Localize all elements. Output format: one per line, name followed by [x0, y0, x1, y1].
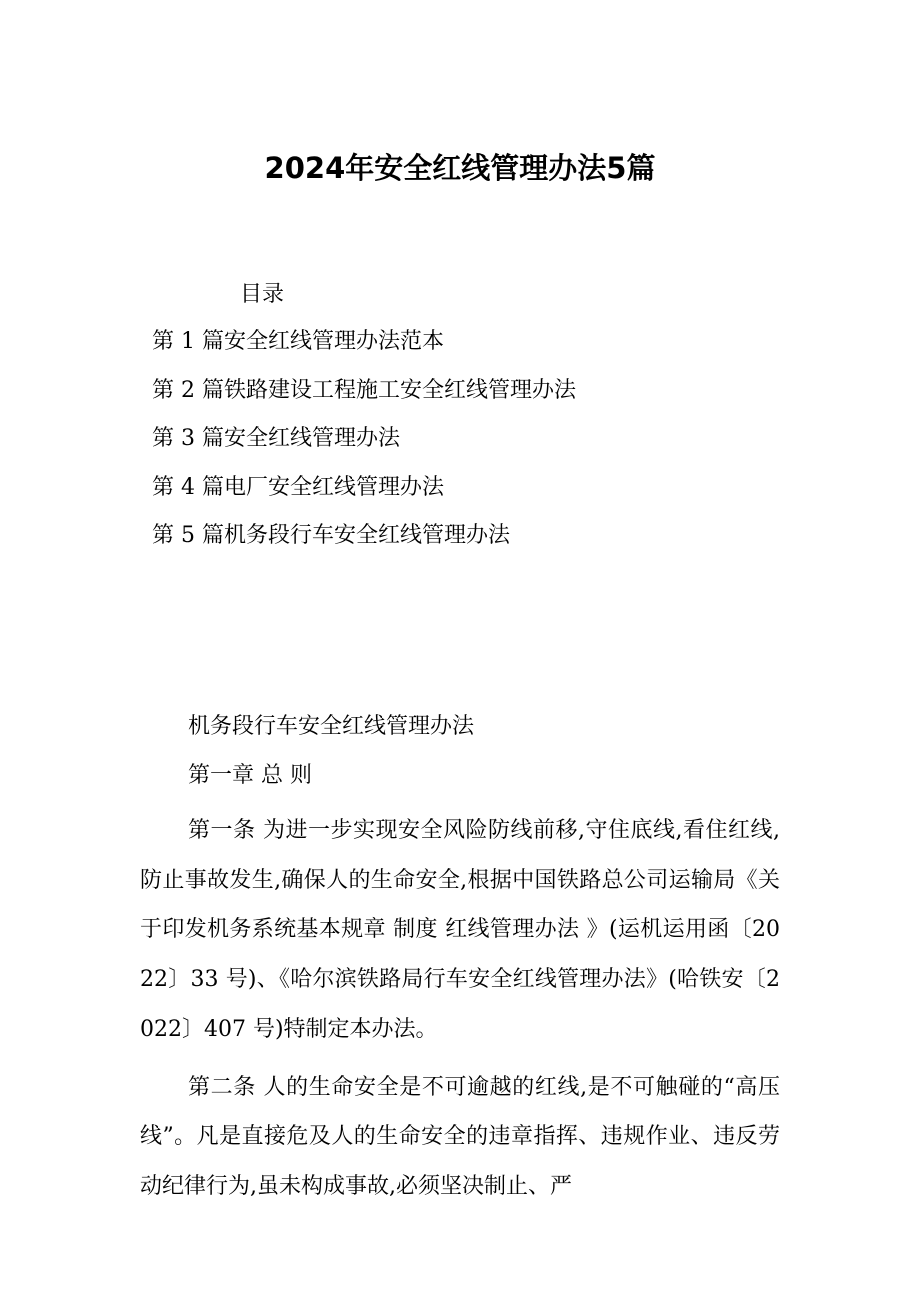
document-body	[140, 708, 780, 1212]
toc-item-4[interactable]: 第 4 篇电厂安全红线管理办法	[152, 474, 444, 500]
section-title: 机务段行车安全红线管理办法	[188, 714, 475, 739]
chapter-heading: 第一章 总 则	[188, 763, 312, 788]
toc-item-2[interactable]: 第 2 篇铁路建设工程施工安全红线管理办法	[152, 377, 576, 403]
toc-heading: 目录	[240, 282, 285, 307]
toc-item-3[interactable]: 第 3 篇安全红线管理办法	[152, 426, 400, 451]
document-title: 2024年安全红线管理办法5篇	[264, 151, 656, 185]
article-2-paragraph: 第二条 人的生命安全是不可逾越的红线,是不可触碰的“高压线”。凡是直接危及人的生命安全的违章指挥、违规作业、违反劳动纪律行为,虽未构成事故,必须坚决制止、严	[140, 1074, 780, 1199]
article-1-paragraph: 第一条 为进一步实现安全风险防线前移,守住底线,看住红线,防止事故发生,确保人的生命安全,根据中国铁路总公司运输局《关于印发机务系统基本规章 制度 红线管理办法 》(运机运用函〔2022〕33 号)、《哈尔滨铁路局行车安全红线管理办法》(哈铁安〔2022〕407 号)特制定本办法。	[140, 818, 780, 1042]
toc-item-5[interactable]: 第 5 篇机务段行车安全红线管理办法	[152, 523, 510, 548]
table-of-contents	[152, 325, 576, 568]
toc-item-1[interactable]: 第 1 篇安全红线管理办法范本	[152, 329, 444, 354]
